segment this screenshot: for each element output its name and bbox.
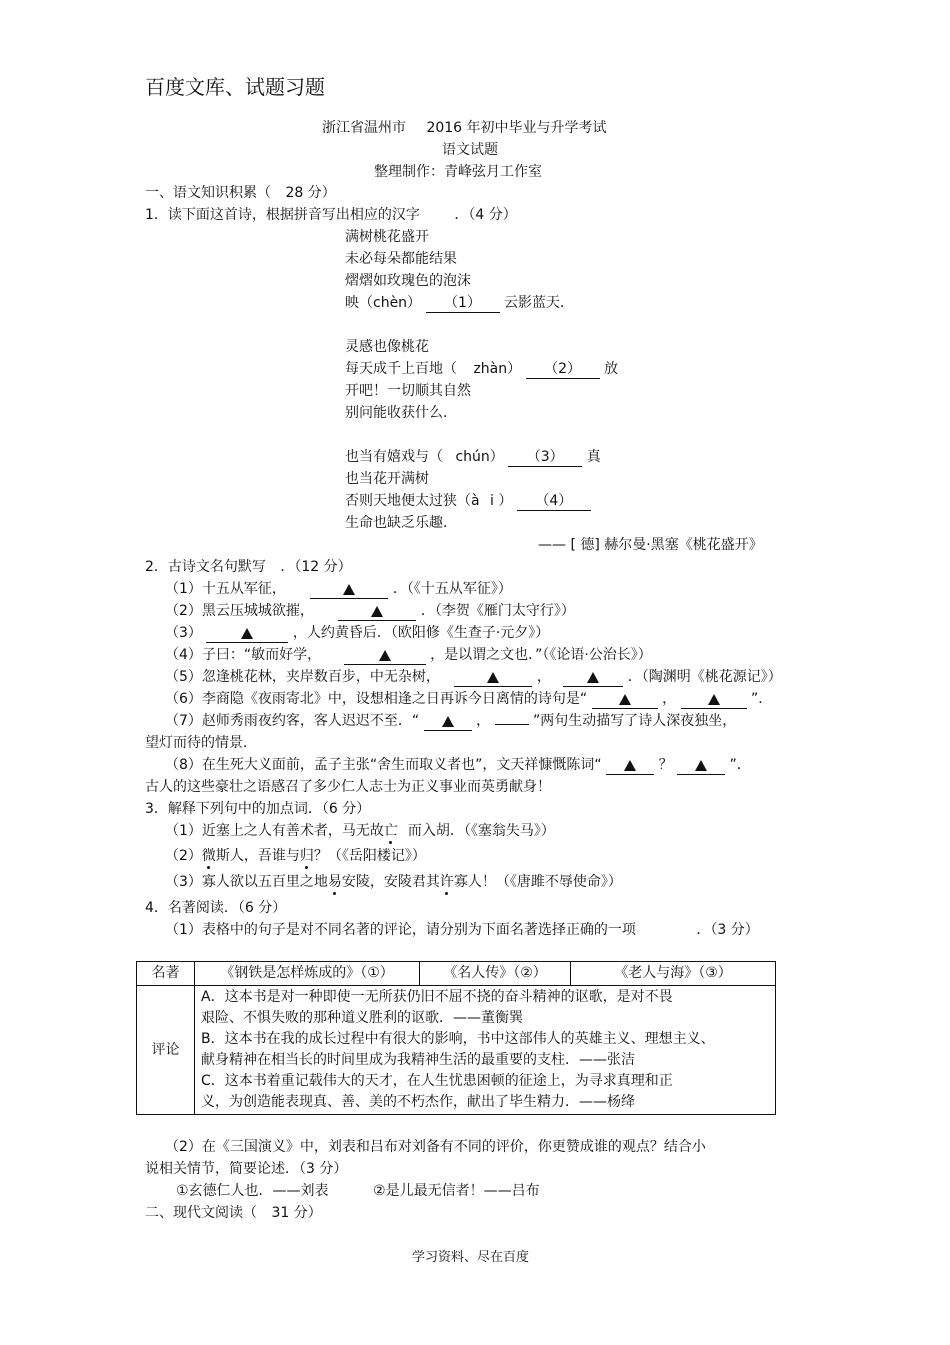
- q2-blank-8b[interactable]: [677, 756, 725, 775]
- poem-line-9-text: 也当有嬉戏与（: [345, 449, 443, 465]
- q1-stem: [145, 205, 517, 225]
- poem-line-8: 别问能收获什么．: [345, 405, 457, 421]
- poem-line-10: 也当花开满树: [345, 471, 429, 487]
- q2-blank-6a[interactable]: [592, 690, 658, 709]
- poem-line-9: [345, 447, 601, 467]
- q2-item-2-source: ．（李贺《雁门太守行》）: [420, 603, 575, 619]
- poem-line-6-text: 每天成千上百地（: [345, 361, 457, 377]
- q2-item-6: [165, 689, 772, 709]
- book-2: 《名人传》（②）: [420, 962, 571, 985]
- q2-score: ．（12 分）: [280, 559, 352, 575]
- poem-line-9-pinyin: chún）: [455, 449, 504, 465]
- page-footer: 学习资料、尽在百度: [412, 1250, 530, 1265]
- section2-title: 二、现代文阅读（: [145, 1205, 257, 1221]
- table-review-row: [137, 986, 776, 1115]
- q2-item-3: [165, 623, 549, 643]
- q2-blank-7a[interactable]: [424, 712, 472, 731]
- triangle-icon: [624, 760, 636, 771]
- book-review-table: [136, 961, 776, 1115]
- q1-text: 1．读下面这首诗，根据拼音写出相应的汉字: [145, 207, 420, 223]
- poem-line-4-text: 映（chèn）: [345, 295, 422, 311]
- poem-line-9-end: 真: [586, 449, 601, 465]
- q3-item-2-num: （2）: [165, 848, 202, 864]
- q2-item-3-source: ，人约黄昏后．（欧阳修《生查子·元夕》）: [292, 625, 550, 641]
- poem-line-4: [345, 293, 574, 313]
- quote-lvbu: ②是儿最无信者！——吕布: [373, 1183, 540, 1199]
- q3-stem: 3．解释下列句中的加点词．（6 分）: [145, 801, 371, 817]
- section1-title: 一、语文知识积累（: [145, 185, 271, 201]
- q2-item-4-source: ，是以谓之文也．”（《论语·公治长》）: [430, 647, 652, 663]
- q3-item-1: [165, 821, 555, 841]
- section1-heading: [145, 183, 336, 203]
- q3-item-3-text: （3）寡人欲以五百里之地: [165, 874, 328, 890]
- q2-blank-5b[interactable]: [563, 668, 623, 687]
- review-line-3: B．这本书在我的成长过程中有很大的影响，书中这部伟人的英雄主义、理想主义、: [201, 1031, 715, 1047]
- poem-line-3: 熠熠如玫瑰色的泡沫: [345, 273, 471, 289]
- q4-sub2-line1: （2）在《三国演义》中，刘表和吕布对刘备有不同的评价，你更赞成谁的观点？结合小: [165, 1139, 706, 1155]
- poem-line-1: 满树桃花盛开: [345, 229, 429, 245]
- q2-item-2: [165, 601, 575, 621]
- triangle-icon: [695, 760, 707, 771]
- dotted-word: 亡: [383, 823, 398, 839]
- q2-item-7: [165, 711, 736, 731]
- exam-title-line1: [322, 118, 607, 138]
- dotted-word: 归: [299, 848, 314, 864]
- blank-2[interactable]: （2）: [526, 360, 600, 379]
- q3-item-2-end: ？（《岳阳楼记》）: [313, 848, 426, 864]
- poem-line-7: 开吧！一切顺其自然: [345, 383, 471, 399]
- dotted-word: 易: [327, 874, 342, 890]
- brand-header: 百度文库、试题习题: [145, 75, 325, 99]
- section2-score: 31 分）: [271, 1205, 322, 1221]
- poem-line-12: 生命也缺乏乐趣．: [345, 515, 457, 531]
- q2-item-5-source: ．（陶渊明《桃花源记》）: [627, 669, 782, 685]
- q2-item-1-text: （1）十五从军征，: [165, 581, 286, 597]
- poem-line-11-text: 否则天地便太过狭（à: [345, 493, 480, 509]
- q2-text: 2．古诗文名句默写: [145, 559, 266, 575]
- poem-line-2: 未必每朵都能结果: [345, 251, 457, 267]
- q2-item-5-text: （5）忽逢桃花林，夹岸数百步，中无杂树，: [165, 669, 440, 685]
- blank-4[interactable]: （4）: [517, 492, 591, 511]
- exam-subject: 语文试题: [442, 142, 498, 158]
- q2-item-4-text: （4）子曰：“敏而好学，: [165, 647, 322, 663]
- q3-item-3: [165, 872, 622, 892]
- triangle-icon: [487, 672, 499, 683]
- q3-item-3-end: 寡人！（《唐雎不辱使命》）: [453, 874, 622, 890]
- q2-blank-2[interactable]: [338, 602, 416, 621]
- q3-item-1-text: （1）近塞上之人有善术者，马无故: [165, 823, 384, 839]
- table-books-cell: [195, 962, 776, 986]
- exam-credit: 整理制作：青峰弦月工作室: [374, 164, 542, 180]
- q2-item-5-comma: ，: [536, 669, 551, 685]
- q2-blank-3[interactable]: [206, 624, 288, 643]
- q3-item-2: [165, 846, 426, 866]
- q2-blank-5a[interactable]: [454, 668, 532, 687]
- q2-item-6-text: （6）李商隐《夜雨寄北》中，设想相逢之日再诉今日离情的诗句是“: [165, 691, 588, 707]
- review-line-1: A．这本书是对一种即使一无所获仍旧不屈不挠的奋斗精神的讴歌，是对不畏: [201, 989, 673, 1005]
- q2-blank-6b[interactable]: [681, 690, 747, 709]
- q2-stem: [145, 557, 352, 577]
- triangle-icon: [619, 694, 631, 705]
- q2-item-8-line2: 古人的这些豪壮之语感召了多少仁人志士为正义事业而英勇献身！: [145, 779, 551, 795]
- triangle-icon: [241, 628, 253, 639]
- q2-item-7-end: ”两句生动描写了诗人深夜独坐，: [532, 713, 737, 729]
- book-3: 《老人与海》（③）: [614, 965, 732, 981]
- review-line-5: C．这本书着重记载伟大的天才，在人生忧患困顿的征途上，为寻求真理和正: [201, 1073, 673, 1089]
- q2-item-6-comma: ，: [662, 691, 677, 707]
- q2-item-8-question: ？: [658, 757, 673, 773]
- review-line-6: 义，为创造能表现真、善、美的不朽杰作，献出了毕生精力．——杨绛: [201, 1094, 635, 1110]
- exam-name: 2016 年初中毕业与升学考试: [426, 120, 607, 136]
- table-col-head: 名著: [137, 962, 195, 986]
- q2-item-7-line2: 望灯而待的情景．: [145, 735, 257, 751]
- triangle-icon: [343, 584, 355, 595]
- q4-sub2-line2: 说相关情节，简要论述．（3 分）: [145, 1161, 348, 1177]
- q2-item-6-end: ”．: [750, 691, 773, 707]
- triangle-icon: [371, 606, 383, 617]
- review-line-4: 献身精神在相当长的时间里成为我精神生活的最重要的支柱．——张洁: [201, 1052, 635, 1068]
- table-header-row: [137, 962, 776, 986]
- poem-attribution: —— [ 德] 赫尔曼·黑塞《桃花盛开》: [538, 537, 763, 553]
- poem-line-6-end: 放: [604, 361, 619, 377]
- q4-sub1-text: （1）表格中的句子是对不同名著的评论，请分别为下面名著选择正确的一项: [165, 922, 636, 938]
- q2-item-8-end: ”．: [729, 757, 751, 773]
- triangle-icon: [708, 694, 720, 705]
- q3-item-1-end: 而入胡．（《塞翁失马》）: [407, 823, 555, 839]
- section2-heading: [145, 1203, 322, 1223]
- blank-1[interactable]: （1）: [426, 294, 500, 313]
- triangle-icon: [587, 672, 599, 683]
- q4-sub1-score: ．（3 分）: [696, 922, 759, 938]
- poem-line-6: [345, 359, 618, 379]
- poem-line-5: 灵感也像桃花: [345, 339, 429, 355]
- q3-item-2-text: 斯人，吾谁与: [215, 848, 300, 864]
- q2-item-7-text: （7）赵师秀雨夜约客，客人迟迟不至．“: [165, 713, 420, 729]
- q3-item-3-mid: 安陵，安陵君其: [341, 874, 440, 890]
- dotted-word: 许: [439, 874, 454, 890]
- q2-item-4: [165, 645, 652, 665]
- table-row-head: 评论: [137, 986, 195, 1115]
- q1-score: ．（4 分）: [454, 207, 517, 223]
- q2-blank-8a[interactable]: [606, 756, 654, 775]
- q2-item-1-source: ．（《十五从军征》）: [392, 581, 512, 597]
- dotted-word: 微: [201, 848, 216, 864]
- blank-3[interactable]: （3）: [508, 448, 582, 467]
- q2-item-2-text: （2）黑云压城城欲摧，: [165, 603, 314, 619]
- q4-stem: 4．名著阅读．（6 分）: [145, 900, 287, 916]
- poem-line-11-pinyin: i ）: [490, 493, 513, 509]
- q2-item-8-text: （8）在生死大义面前，孟子主张“舍生而取义者也”，文天祥慷慨陈词“: [165, 757, 602, 773]
- triangle-icon: [379, 650, 391, 661]
- q2-item-3-text: （3）: [165, 625, 202, 641]
- poem-line-4-end: 云影蓝天．: [503, 295, 574, 311]
- triangle-icon: [442, 716, 454, 727]
- q4-sub1: [165, 920, 759, 940]
- poem-line-11: [345, 491, 591, 511]
- q2-blank-4[interactable]: [344, 646, 426, 665]
- table-review-cell: [195, 986, 776, 1115]
- q2-item-1: [165, 579, 512, 599]
- poem-line-6-pinyin: zhàn）: [473, 361, 522, 377]
- q2-blank-1[interactable]: [310, 580, 388, 599]
- q4-quotes: [176, 1181, 540, 1201]
- review-line-2: 艰险、不惧失败的那种道义胜利的讴歌．——董衡巽: [201, 1010, 523, 1026]
- quote-liubiao: ①玄德仁人也．——刘表: [176, 1183, 329, 1199]
- exam-region: 浙江省温州市: [322, 120, 406, 136]
- book-1: 《钢铁是怎样炼成的》（①）: [195, 962, 420, 985]
- q2-blank-7b[interactable]: [495, 724, 529, 725]
- q2-item-5: [165, 667, 782, 687]
- q2-item-8: [165, 755, 751, 775]
- section1-score: 28 分）: [285, 185, 336, 201]
- q2-item-7-comma: ，: [476, 713, 491, 729]
